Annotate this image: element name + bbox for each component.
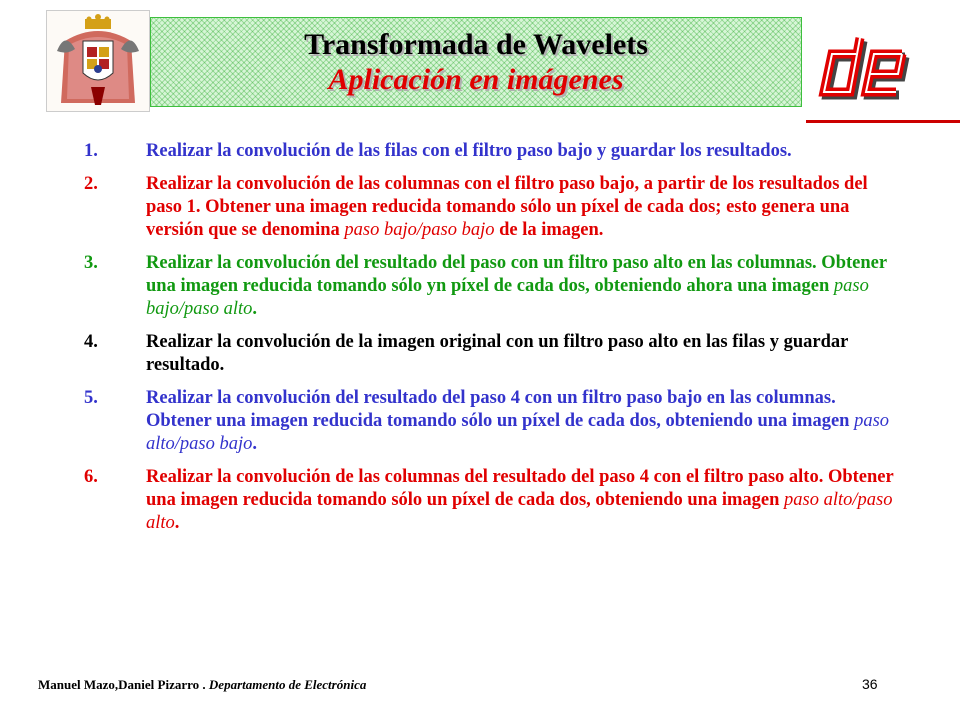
step-italic: paso alto/paso bajo [146, 411, 890, 454]
step-item-3 [80, 252, 900, 321]
step-text: Realizar la convolución del resultado del paso 4 con un filtro paso bajo en las columnas. Obtener una imagen reducida tomando sólo un píxel de cada dos, obteniendo una imagen [146, 388, 855, 431]
step-item-6 [80, 466, 900, 535]
step-number: 2. [84, 174, 98, 194]
step-text-end: . [174, 513, 180, 533]
footer-credits [38, 677, 366, 693]
step-text-end: . [252, 434, 258, 454]
de-department-logo-icon [816, 20, 916, 110]
step-text: Realizar la convolución de la imagen original con un filtro paso alto en las filas y guardar resultado. [146, 332, 848, 375]
slide-title: Transformada de Wavelets [304, 28, 648, 61]
step-number: 1. [84, 141, 98, 161]
step-item-1 [80, 140, 900, 163]
step-text-end: . [252, 299, 258, 319]
step-text-end: de la imagen. [494, 220, 604, 240]
step-text: Realizar la convolución de las columnas del resultado del paso 4 con el filtro paso alto. Obtener una imagen reducida tomando sólo un píxel de cada dos, obteniendo una imagen [146, 467, 894, 510]
university-crest-icon [46, 10, 150, 112]
slide-title-box [150, 17, 802, 107]
step-number: 3. [84, 253, 98, 273]
step-number: 4. [84, 332, 98, 352]
step-item-2 [80, 173, 900, 242]
slide-subtitle: Aplicación en imágenes [328, 63, 624, 96]
step-italic: paso bajo/paso bajo [344, 220, 495, 240]
step-text: Realizar la convolución de las columnas con el filtro paso bajo, a partir de los resultados del paso 1. Obtener una imagen reducida tomando sólo un píxel de cada dos; esto genera una versión que se denomina [146, 174, 868, 240]
step-text: Realizar la convolución del resultado del paso con un filtro paso alto en las columnas. Obtener una imagen reducida tomando sólo yn píxel de cada dos, obteniendo ahora una imagen [146, 253, 887, 296]
step-item-4 [80, 331, 900, 377]
step-list [80, 140, 900, 545]
step-italic: paso alto/paso alto [146, 490, 893, 533]
footer-department: Departamento de Electrónica [208, 677, 367, 692]
footer-authors: Manuel Mazo,Daniel Pizarro . [38, 677, 209, 692]
step-item-5 [80, 387, 900, 456]
step-text: Realizar la convolución de las filas con el filtro paso bajo y guardar los resultados. [146, 141, 792, 161]
header-divider [806, 120, 960, 123]
page-number: 36 [862, 676, 878, 692]
step-number: 6. [84, 467, 98, 487]
step-italic: paso bajo/paso alto [146, 276, 869, 319]
step-number: 5. [84, 388, 98, 408]
